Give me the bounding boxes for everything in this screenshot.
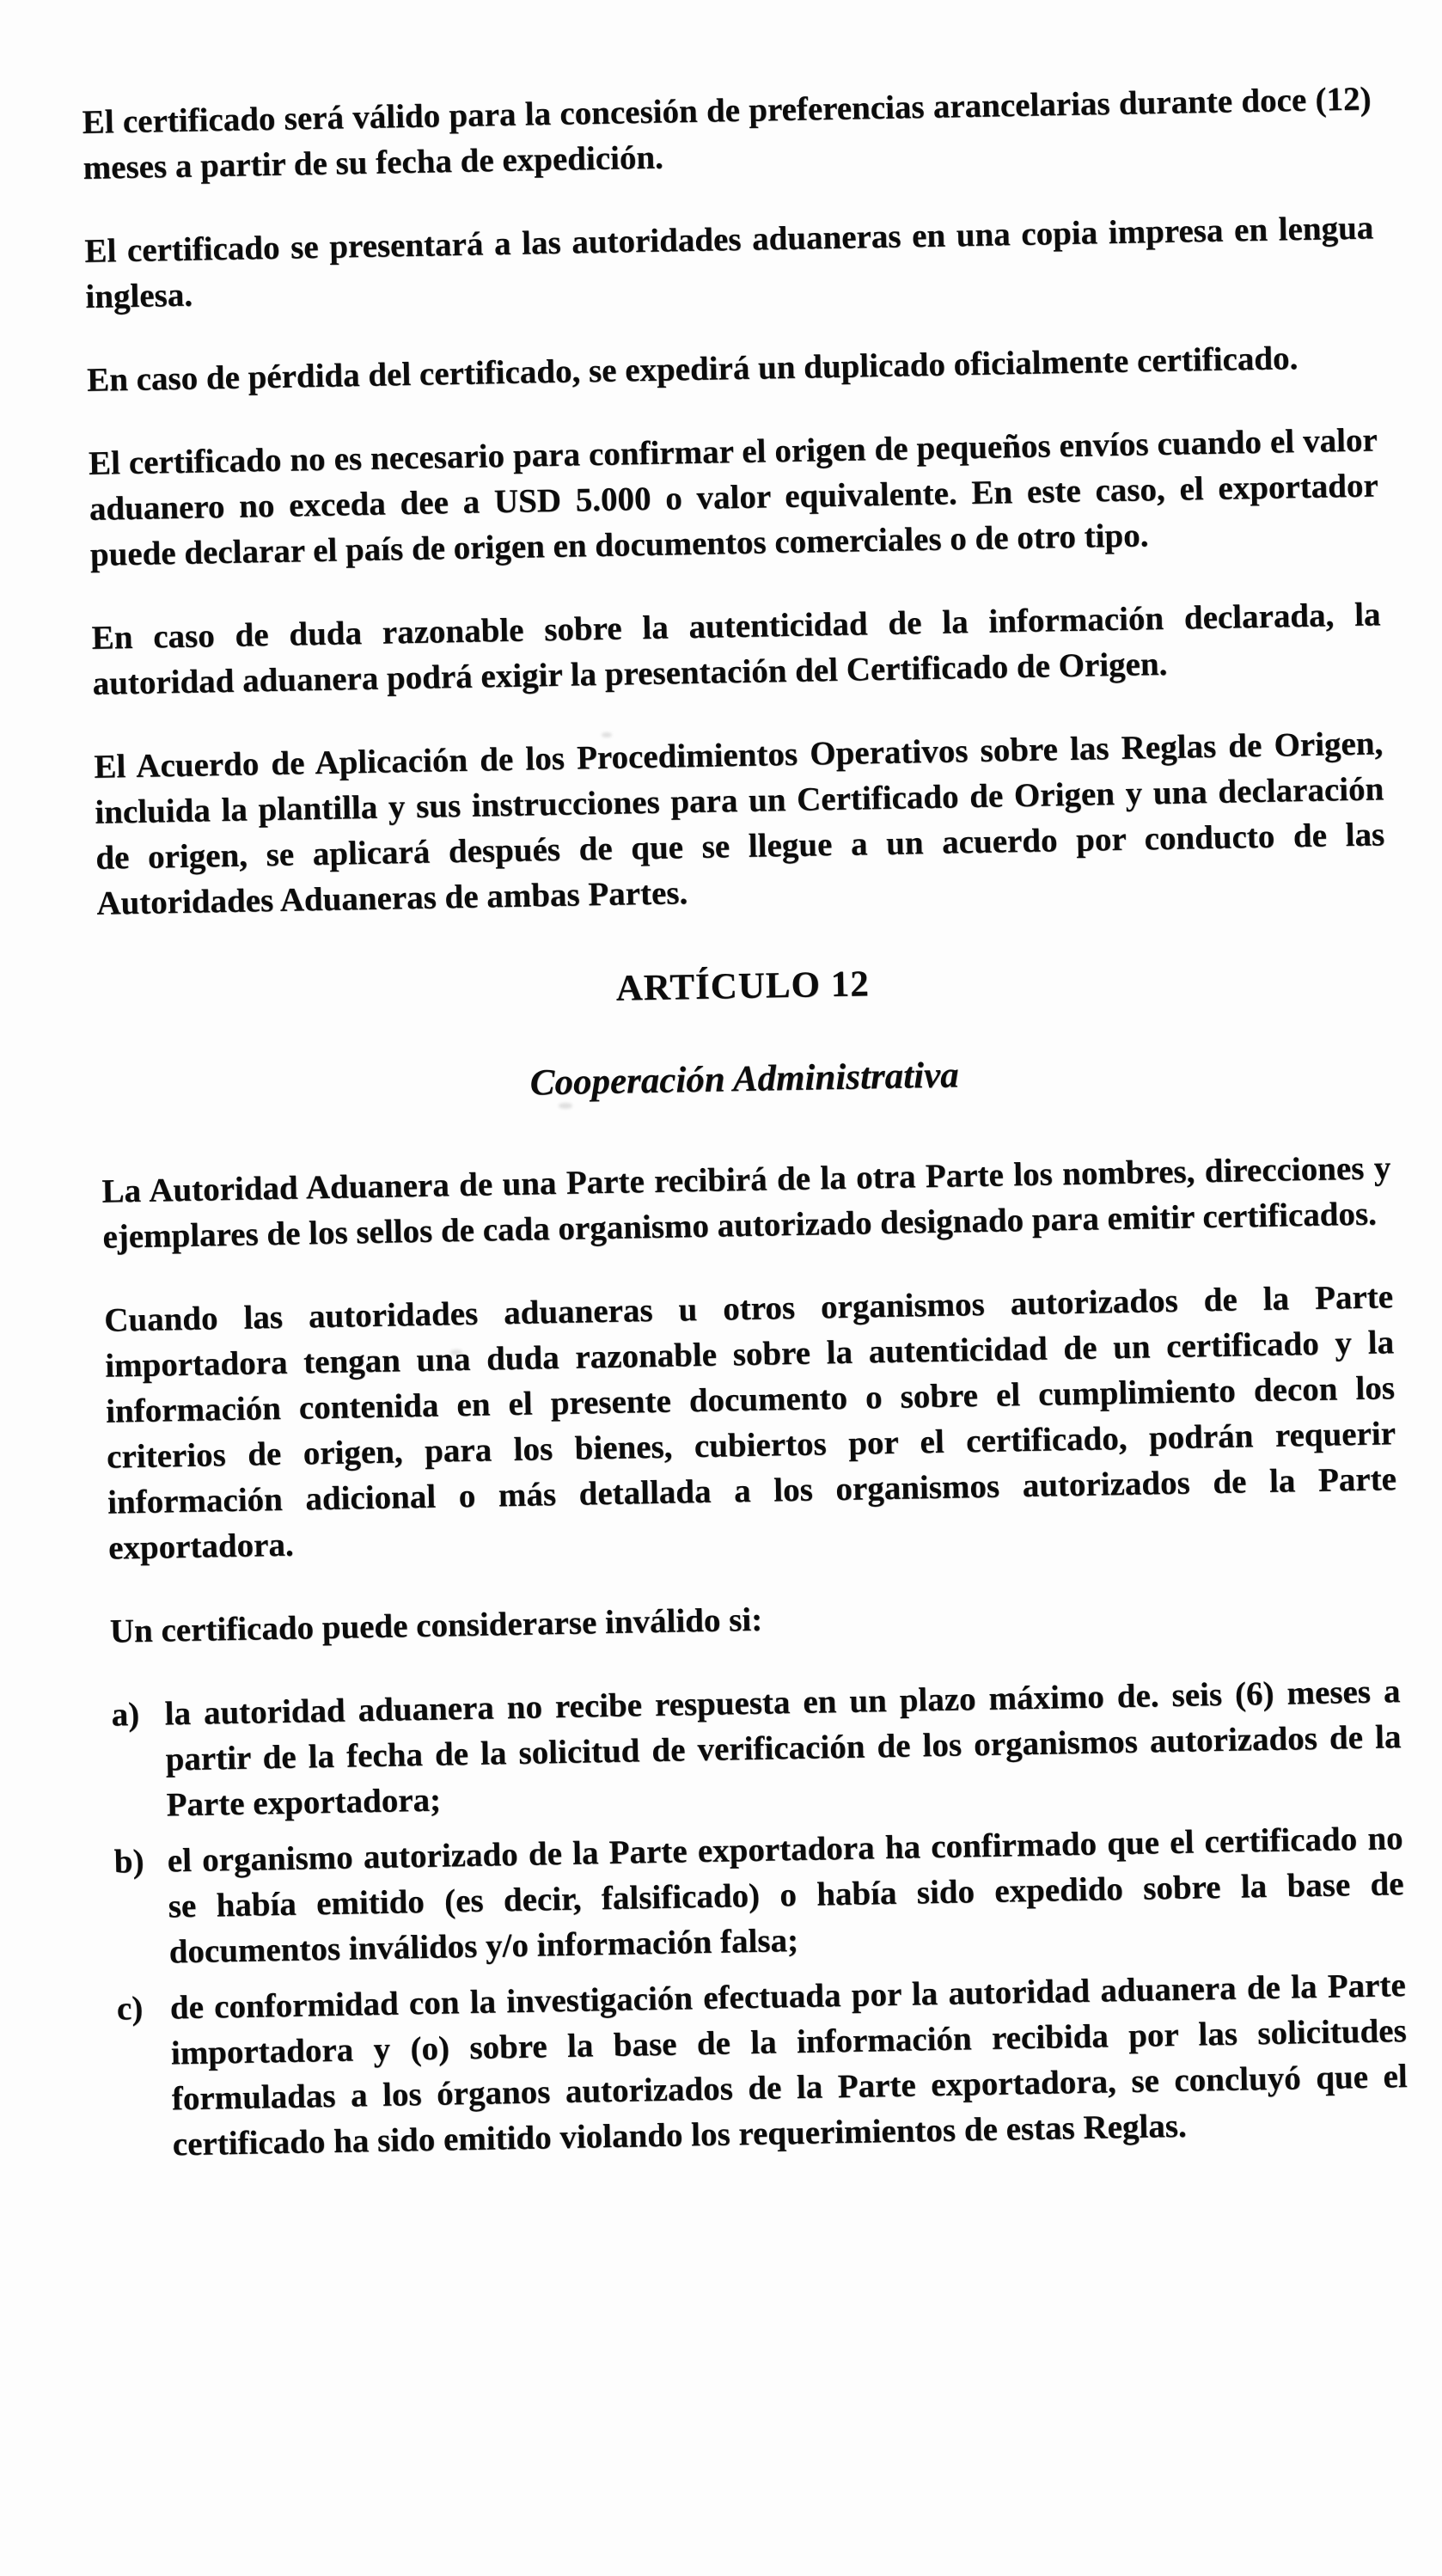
- paragraph-operational-procedures: El Acuerdo de Aplicación de los Procedimientos Operativos sobre las Reglas de Origen, incluida la plantilla y sus instrucciones para un Certificado de Origen y una declaración de origen, se aplicará después de que se llegue a un acuerdo por conducto de las Autoridades Aduaneras de ambas Partes.: [94, 725, 1385, 922]
- paragraph-importing-party-doubt: Cuando las autoridades aduaneras u otros organismos autorizados de la Parte importadora tengan una duda razonable sobre la autenticidad de un certificado y la información contenida en el presente documento o sobre el cumplimiento decon los criterios de origen, para los bienes, cubiertos por el certificado, podrán requerir información adicional o más detallada a los organismos autorizados de la Parte exportadora.: [103, 1278, 1397, 1567]
- invalid-certificate-intro: Un certificado puede considerarse inválido si:: [109, 1600, 763, 1650]
- list-item-a-text: la autoridad aduanera no recibe respuesta en un plazo máximo de. seis (6) meses a partir de la fecha de la solicitud de verificación de los organismos autorizados de la Parte exportadora;: [164, 1673, 1402, 1824]
- paragraph-certificate-validity: El certificado será válido para la concesión de preferencias arancelarias durante doce (12) meses a partir de su fecha de expedición.: [82, 80, 1372, 187]
- list-item-c-text: de conformidad con la investigación efectuada por la autoridad aduanera de la Parte importadora y (o) sobre la base de la información recibida por las solicitudes formuladas a los órganos autorizados de la Parte exportadora, se concluyó que el certificado ha sido emitido violando los requerimientos de estas Reglas.: [169, 1967, 1408, 2163]
- paragraph-customs-authority-names: La Autoridad Aduanera de una Parte recibirá de la otra Parte los nombres, direcciones y ejemplares de los sellos de cada organismo autorizado designado para emitir certificados.: [101, 1149, 1391, 1256]
- list-marker-b: b): [113, 1842, 144, 1881]
- scan-artifact: [559, 1103, 572, 1109]
- scan-artifact: [602, 732, 612, 737]
- list-item-a: [111, 1668, 1402, 1828]
- paragraph-reasonable-doubt: En caso de duda razonable sobre la autenticidad de la información declarada, la autoridad aduanera podrá exigir la presentación del Certificado de Origen.: [91, 596, 1381, 702]
- paragraph-lost-certificate: En caso de pérdida del certificado, se expedirá un duplicado oficialmente certificado.: [86, 340, 1298, 399]
- list-item-b-text: el organismo autorizado de la Parte exportadora ha confirmado que el certificado no se había emitido (es decir, falsificado) o había sido expedido sobre la base de documentos inválidos y/o información falsa;: [167, 1820, 1404, 1971]
- list-item-b: [113, 1815, 1405, 1975]
- article-subheading: Cooperación Administrativa: [529, 1055, 960, 1104]
- list-marker-a: a): [111, 1696, 140, 1734]
- paragraph-small-shipments: El certificado no es necesario para confirmar el origen de pequeños envíos cuando el valor aduanero no exceda dee a USD 5.000 o valor equivalente. En este caso, el exportador puede declarar el país de origen en documentos comerciales o de otro tipo.: [88, 421, 1379, 573]
- paragraph-printed-copy: El certificado se presentará a las autoridades aduaneras en una copia impresa en lengua inglesa.: [84, 209, 1374, 315]
- list-marker-c: c): [116, 1990, 144, 2028]
- document-text-block: [82, 76, 1408, 2178]
- list-item-c: [116, 1962, 1408, 2168]
- article-heading: ARTÍCULO 12: [615, 964, 871, 1009]
- scan-artifact: [450, 1349, 462, 1355]
